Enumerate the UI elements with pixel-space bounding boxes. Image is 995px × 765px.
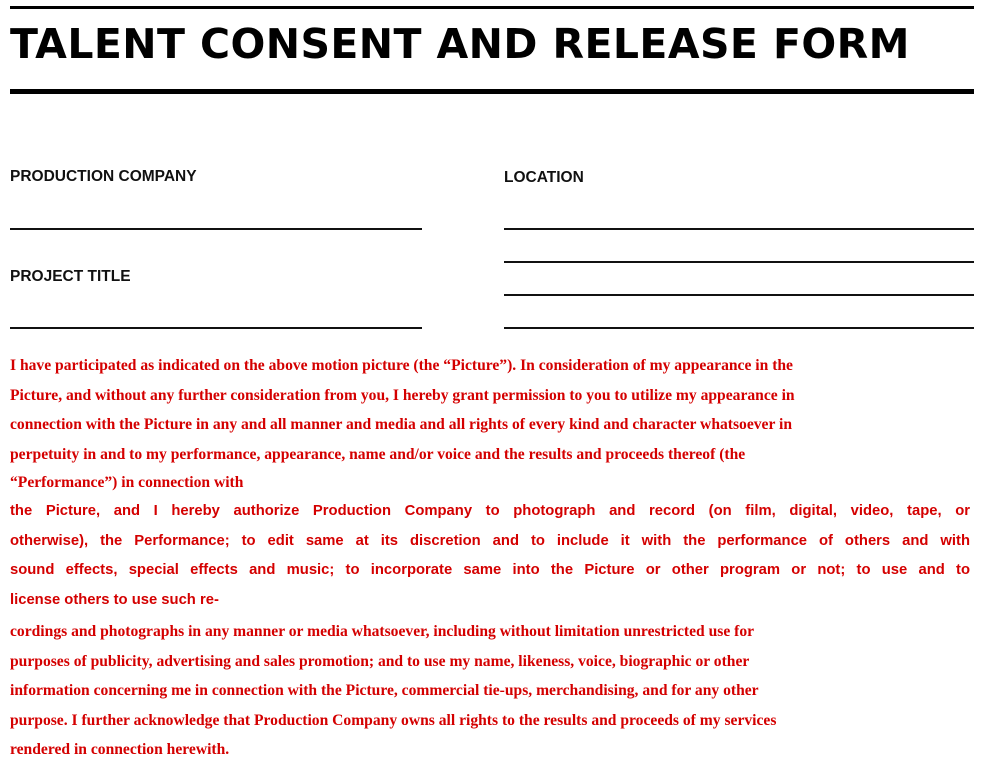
paragraph-line: rendered in connection herewith. xyxy=(10,741,230,758)
title-bottom-rule xyxy=(10,89,974,94)
production-company-field[interactable] xyxy=(10,228,422,230)
paragraph-line: purposes of publicity, advertising and sales promotion; and to use my name, likeness, voice, biographic or other xyxy=(10,652,750,670)
location-field-line-2[interactable] xyxy=(504,261,974,263)
paragraph-line: Picture, and without any further consideration from you, I hereby grant permission to you to utilize my appearance in xyxy=(10,386,795,404)
form-title: TALENT CONSENT AND RELEASE FORM xyxy=(10,20,910,68)
location-field-line-1[interactable] xyxy=(504,228,974,230)
paragraph-line: the Picture, and I hereby authorize Production Company to photograph and record (on film, digital, video, tape, or xyxy=(10,503,970,519)
location-field-line-3[interactable] xyxy=(504,294,974,296)
paragraph-line: purpose. I further acknowledge that Production Company owns all rights to the results and proceeds of my services xyxy=(10,711,777,729)
top-rule xyxy=(10,6,974,9)
paragraph-line: information concerning me in connection with the Picture, commercial tie-ups, merchandising, and for any other xyxy=(10,682,759,699)
production-company-label: PRODUCTION COMPANY xyxy=(10,168,197,185)
project-title-label: PROJECT TITLE xyxy=(10,268,131,285)
paragraph-line: connection with the Picture in any and all manner and media and all rights of every kind and character whatsoever in xyxy=(10,416,793,433)
paragraph-line: perpetuity in and to my performance, appearance, name and/or voice and the results and proceeds thereof (the xyxy=(10,445,746,463)
location-label: LOCATION xyxy=(504,169,584,186)
paragraph-line: sound effects, special effects and music; to incorporate same into the Picture or other program or not; to use and to xyxy=(10,562,970,578)
paragraph-line: “Performance”) in connection with xyxy=(10,474,244,491)
paragraph-line: I have participated as indicated on the above motion picture (the “Picture”). In consideration of my appearance in the xyxy=(10,357,793,374)
consent-paragraph-3 xyxy=(10,617,970,765)
consent-paragraph-1 xyxy=(10,351,970,496)
location-field-line-4[interactable] xyxy=(504,327,974,329)
consent-paragraph-2 xyxy=(10,497,970,615)
paragraph-line: cordings and photographs in any manner or media whatsoever, including without limitation unrestricted use for xyxy=(10,623,755,640)
paragraph-line: otherwise), the Performance; to edit same at its discretion and to include it with the performance of others and with xyxy=(10,532,970,549)
project-title-field[interactable] xyxy=(10,327,422,329)
paragraph-line: license others to use such re- xyxy=(10,591,219,608)
